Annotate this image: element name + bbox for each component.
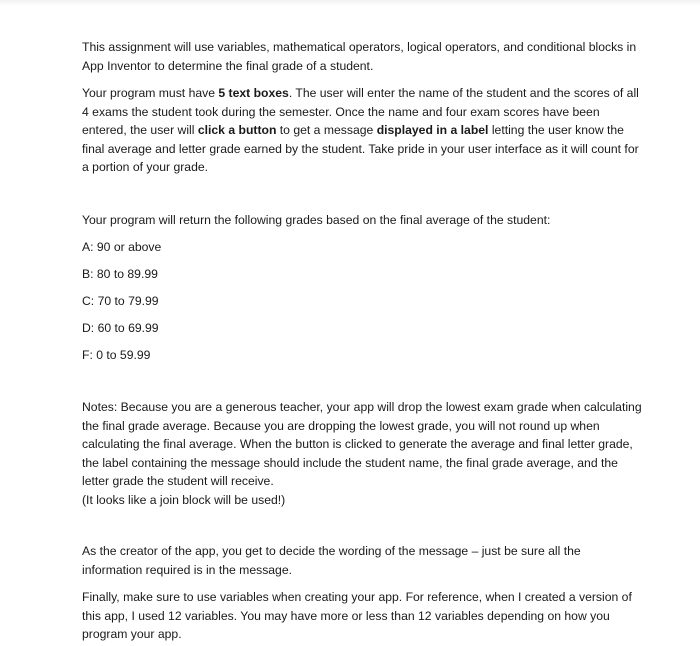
page-top-edge <box>0 0 700 6</box>
requirements-paragraph <box>82 84 642 177</box>
requirements-bold-text-boxes: 5 text boxes <box>218 86 289 100</box>
requirements-bold-label: displayed in a label <box>376 123 489 137</box>
grade-scale-list <box>82 238 642 373</box>
grade-item-a: A: 90 or above <box>82 240 162 254</box>
grades-intro-paragraph: Your program will return the following grades based on the final average of the student: <box>82 212 551 227</box>
final-paragraph: Finally, make sure to use variables when creating your app. For reference, when I created a version of this app, I used 12 variables. You may have more or less than 12 variables depending on how you program your app. <box>82 590 632 641</box>
requirements-text-3: to get a message <box>276 123 377 137</box>
grade-item-b: B: 80 to 89.99 <box>82 267 158 281</box>
requirements-bold-click-button: click a button <box>197 123 277 137</box>
notes-hint: (It looks like a join block will be used!) <box>82 492 286 507</box>
requirements-text-4: letting the user know the final average and letter grade earned by the student. Take pride in your user interface as it will count for a portion of your grade. <box>82 123 639 174</box>
creator-paragraph: As the creator of the app, you get to decide the wording of the message – just be sure all the information required is in the message. <box>82 544 581 577</box>
notes-paragraph <box>82 398 642 509</box>
assignment-document <box>82 38 642 644</box>
grade-item-c: C: 70 to 79.99 <box>82 294 159 308</box>
grade-item-f: F: 0 to 59.99 <box>82 348 151 362</box>
requirements-text-1: Your program must have <box>82 86 219 100</box>
requirements-text-2: . The user will enter the name of the student and the scores of all 4 exams the student took during the semester. Once the name and four exam scores have been entered, the user will <box>82 86 639 137</box>
intro-paragraph: This assignment will use variables, mathematical operators, logical operators, and conditional blocks in App Inventor to determine the final grade of a student. <box>82 40 637 73</box>
grade-item-d: D: 60 to 69.99 <box>82 321 159 335</box>
notes-text: Notes: Because you are a generous teacher, your app will drop the lowest exam grade when calculating the final grade average. Because you are dropping the lowest grade, you will not round up when calculating the final average. When the button is clicked to generate the average and final letter grade, the label containing the message should include the student name, the final grade average, and the letter grade the student will receive. <box>82 400 642 488</box>
